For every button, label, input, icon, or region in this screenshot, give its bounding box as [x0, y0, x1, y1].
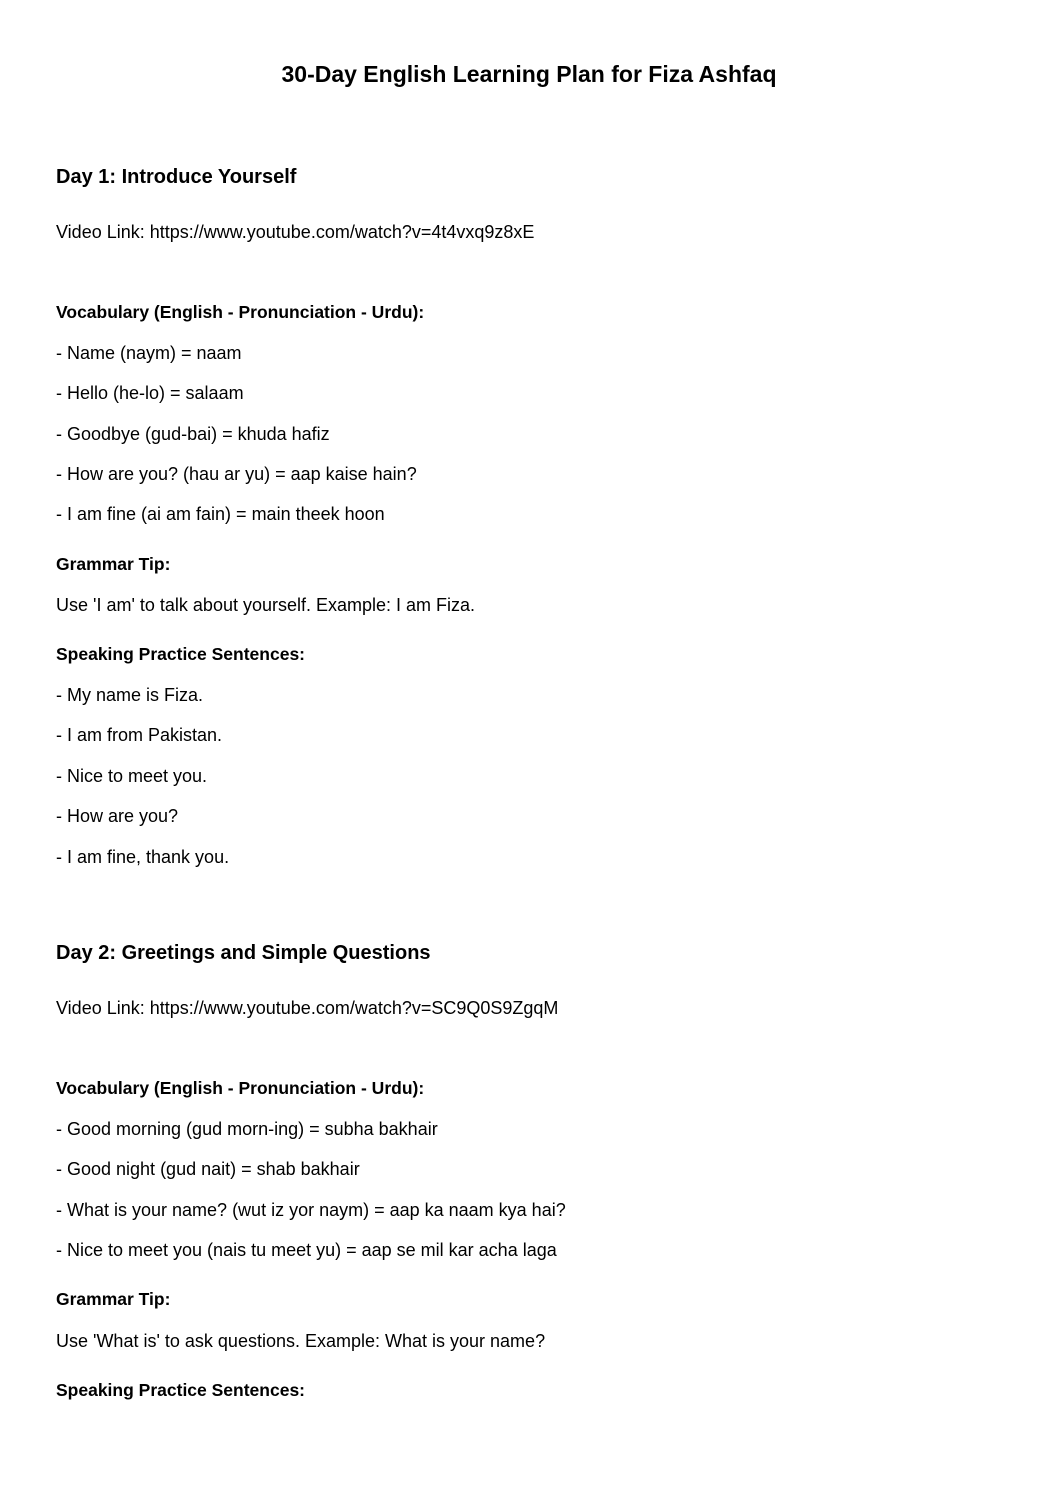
day-1-grammar-tip: Use 'I am' to talk about yourself. Example: I am Fiza. — [56, 595, 476, 615]
day-1-grammar-heading: Grammar Tip: — [56, 554, 171, 574]
document-title: 30-Day English Learning Plan for Fiza Ashfaq — [281, 61, 777, 87]
day-2-speaking-heading: Speaking Practice Sentences: — [56, 1380, 305, 1400]
day-1-speaking-heading: Speaking Practice Sentences: — [56, 644, 305, 664]
day-1-video-link: Video Link: https://www.youtube.com/watch?v=4t4vxq9z8xE — [56, 222, 535, 242]
day-1-vocab-item: - Name (naym) = naam — [56, 343, 242, 363]
day-1-vocab-item: - I am fine (ai am fain) = main theek hoon — [56, 504, 385, 524]
day-1-vocab-item: - How are you? (hau ar yu) = aap kaise hain? — [56, 464, 417, 484]
day-2-vocab-item: - What is your name? (wut iz yor naym) = aap ka naam kya hai? — [56, 1200, 566, 1220]
day-1-speaking-item: - Nice to meet you. — [56, 766, 208, 786]
day-2-grammar-heading: Grammar Tip: — [56, 1289, 171, 1309]
day-2-heading: Day 2: Greetings and Simple Questions — [56, 942, 431, 964]
day-1-vocab-item: - Hello (he-lo) = salaam — [56, 383, 244, 403]
day-1-speaking-item: - I am fine, thank you. — [56, 847, 230, 867]
day-1-speaking-item: - I am from Pakistan. — [56, 725, 223, 745]
day-1-speaking-item: - How are you? — [56, 806, 179, 826]
day-2-vocab-item: - Good night (gud nait) = shab bakhair — [56, 1159, 360, 1179]
day-2-vocab-item: - Nice to meet you (nais tu meet yu) = aap se mil kar acha laga — [56, 1240, 557, 1260]
day-2-grammar-tip: Use 'What is' to ask questions. Example: What is your name? — [56, 1331, 546, 1351]
day-2-video-link: Video Link: https://www.youtube.com/watch?v=SC9Q0S9ZgqM — [56, 998, 559, 1018]
day-1-speaking-item: - My name is Fiza. — [56, 685, 204, 705]
day-2-vocabulary-heading: Vocabulary (English - Pronunciation - Urdu): — [56, 1078, 425, 1098]
day-1-vocabulary-heading: Vocabulary (English - Pronunciation - Urdu): — [56, 302, 425, 322]
day-1-vocab-item: - Goodbye (gud-bai) = khuda hafiz — [56, 424, 330, 444]
day-1-heading: Day 1: Introduce Yourself — [56, 166, 297, 188]
day-2-vocab-item: - Good morning (gud morn-ing) = subha bakhair — [56, 1119, 438, 1139]
